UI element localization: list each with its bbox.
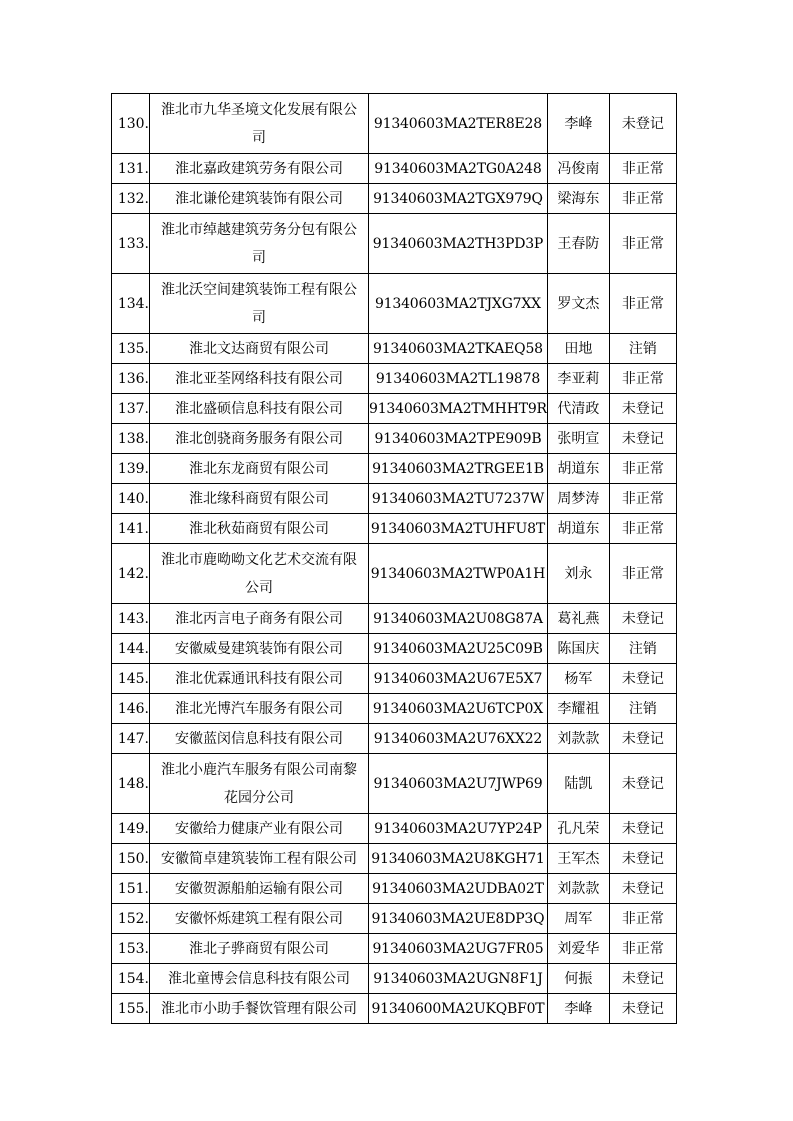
row-number: 145. [112,664,150,694]
table-row [112,964,677,994]
company-name [150,364,369,394]
registration-status: 注销 [609,634,676,664]
registration-status: 未登记 [609,724,676,754]
company-name-line: 安徽威曼建筑装饰有限公司 [175,640,343,657]
table-row [112,904,677,934]
company-name-line: 淮北亚荃网络科技有限公司 [175,370,343,387]
legal-representative: 李亚莉 [547,364,609,394]
company-name [150,274,369,334]
company-name-line: 淮北沃空间建筑装饰工程有限公 [161,281,357,298]
legal-representative: 张明宣 [547,424,609,454]
legal-representative: 胡道东 [547,514,609,544]
enterprise-table [111,93,677,1024]
legal-representative: 冯俊南 [547,154,609,184]
registration-status: 未登记 [609,754,676,814]
row-number: 151. [112,874,150,904]
registration-status: 未登记 [609,814,676,844]
legal-representative: 周梦涛 [547,484,609,514]
table-row [112,514,677,544]
enterprise-table-body [112,94,677,1024]
company-name-line: 淮北光博汽车服务有限公司 [175,700,343,717]
row-number: 139. [112,454,150,484]
company-name-line: 淮北盛硕信息科技有限公司 [175,400,343,417]
company-name-line: 淮北嘉政建筑劳务有限公司 [175,160,343,177]
table-row [112,814,677,844]
legal-representative: 刘永 [547,544,609,604]
row-number: 155. [112,994,150,1024]
table-row [112,274,677,334]
table-row [112,484,677,514]
legal-representative: 刘款款 [547,724,609,754]
registration-status: 非正常 [609,544,676,604]
credit-code: 91340603MA2U7YP24P [369,814,548,844]
company-name-line: 公司 [245,579,273,596]
credit-code: 91340603MA2TPE909B [369,424,548,454]
company-name [150,664,369,694]
legal-representative: 王军杰 [547,844,609,874]
row-number: 138. [112,424,150,454]
row-number: 152. [112,904,150,934]
company-name-line: 司 [252,129,266,146]
company-name-line: 淮北市小助手餐饮管理有限公司 [161,1000,357,1017]
company-name-line: 淮北子骅商贸有限公司 [189,940,329,957]
credit-code: 91340603MA2TUHFU8T [369,514,548,544]
legal-representative: 葛礼燕 [547,604,609,634]
company-name-line: 淮北谦伦建筑装饰有限公司 [175,190,343,207]
company-name-line: 淮北丙言电子商务有限公司 [175,610,343,627]
credit-code: 91340603MA2U25C09B [369,634,548,664]
credit-code: 91340603MA2TKAEQ58 [369,334,548,364]
legal-representative: 李耀祖 [547,694,609,724]
company-name [150,214,369,274]
company-name-line: 安徽贺源船舶运输有限公司 [175,880,343,897]
legal-representative: 刘爱华 [547,934,609,964]
table-row [112,934,677,964]
registration-status: 非正常 [609,934,676,964]
company-name-line: 花园分公司 [224,789,294,806]
company-name [150,424,369,454]
legal-representative: 罗文杰 [547,274,609,334]
table-row [112,664,677,694]
registration-status: 未登记 [609,664,676,694]
credit-code: 91340603MA2UGN8F1J [369,964,548,994]
registration-status: 非正常 [609,154,676,184]
company-name-line: 安徽简卓建筑装饰工程有限公司 [161,850,357,867]
table-row [112,694,677,724]
row-number: 149. [112,814,150,844]
credit-code: 91340603MA2UG7FR05 [369,934,548,964]
row-number: 153. [112,934,150,964]
legal-representative: 胡道东 [547,454,609,484]
company-name [150,184,369,214]
row-number: 135. [112,334,150,364]
registration-status: 非正常 [609,274,676,334]
company-name [150,484,369,514]
credit-code: 91340603MA2TMHHT9R [369,394,548,424]
row-number: 134. [112,274,150,334]
company-name [150,694,369,724]
company-name [150,394,369,424]
company-name [150,514,369,544]
row-number: 142. [112,544,150,604]
company-name-line: 司 [252,249,266,266]
table-row [112,454,677,484]
legal-representative: 代清政 [547,394,609,424]
registration-status: 未登记 [609,844,676,874]
row-number: 137. [112,394,150,424]
company-name [150,754,369,814]
company-name-line: 淮北小鹿汽车服务有限公司南黎 [161,761,357,778]
legal-representative: 孔凡荣 [547,814,609,844]
registration-status: 非正常 [609,514,676,544]
registration-status: 未登记 [609,874,676,904]
credit-code: 91340603MA2TRGEE1B [369,454,548,484]
registration-status: 非正常 [609,184,676,214]
legal-representative: 何振 [547,964,609,994]
legal-representative: 田地 [547,334,609,364]
table-row [112,754,677,814]
registration-status: 非正常 [609,904,676,934]
registration-status: 未登记 [609,604,676,634]
table-row [112,604,677,634]
legal-representative: 周军 [547,904,609,934]
table-row [112,334,677,364]
credit-code: 91340603MA2UDBA02T [369,874,548,904]
table-row [112,94,677,154]
company-name-line: 淮北市九华圣境文化发展有限公 [161,101,357,118]
credit-code: 91340603MA2UE8DP3Q [369,904,548,934]
registration-status: 未登记 [609,94,676,154]
company-name-line: 淮北文达商贸有限公司 [189,340,329,357]
legal-representative: 陈国庆 [547,634,609,664]
company-name [150,454,369,484]
company-name [150,934,369,964]
row-number: 140. [112,484,150,514]
credit-code: 91340603MA2TU7237W [369,484,548,514]
company-name [150,904,369,934]
legal-representative: 梁海东 [547,184,609,214]
row-number: 143. [112,604,150,634]
row-number: 132. [112,184,150,214]
credit-code: 91340603MA2U08G87A [369,604,548,634]
company-name-line: 淮北东龙商贸有限公司 [189,460,329,477]
table-row [112,544,677,604]
row-number: 130. [112,94,150,154]
row-number: 131. [112,154,150,184]
company-name [150,604,369,634]
registration-status: 未登记 [609,394,676,424]
table-row [112,844,677,874]
credit-code: 91340603MA2U8KGH71 [369,844,548,874]
legal-representative: 杨军 [547,664,609,694]
company-name [150,334,369,364]
row-number: 146. [112,694,150,724]
row-number: 144. [112,634,150,664]
row-number: 150. [112,844,150,874]
registration-status: 非正常 [609,484,676,514]
table-row [112,724,677,754]
company-name-line: 淮北创骁商务服务有限公司 [175,430,343,447]
registration-status: 注销 [609,694,676,724]
legal-representative: 陆凯 [547,754,609,814]
registration-status: 未登记 [609,424,676,454]
credit-code: 91340603MA2U7JWP69 [369,754,548,814]
credit-code: 91340603MA2U67E5X7 [369,664,548,694]
company-name-line: 淮北缘科商贸有限公司 [189,490,329,507]
table-row [112,394,677,424]
registration-status: 非正常 [609,214,676,274]
company-name-line: 淮北市绰越建筑劳务分包有限公 [161,221,357,238]
company-name [150,814,369,844]
row-number: 141. [112,514,150,544]
company-name [150,874,369,904]
legal-representative: 李峰 [547,994,609,1024]
row-number: 133. [112,214,150,274]
credit-code: 91340603MA2U6TCP0X [369,694,548,724]
company-name [150,544,369,604]
credit-code: 91340603MA2TL19878 [369,364,548,394]
registration-status: 非正常 [609,454,676,484]
row-number: 154. [112,964,150,994]
credit-code: 91340603MA2TWP0A1H [369,544,548,604]
legal-representative: 刘款款 [547,874,609,904]
table-row [112,874,677,904]
table-row [112,424,677,454]
company-name-line: 司 [252,309,266,326]
company-name [150,964,369,994]
company-name-line: 淮北优霖通讯科技有限公司 [175,670,343,687]
table-row [112,214,677,274]
table-row [112,154,677,184]
company-name-line: 安徽给力健康产业有限公司 [175,820,343,837]
company-name-line: 安徽怀烁建筑工程有限公司 [175,910,343,927]
table-row [112,994,677,1024]
registration-status: 未登记 [609,994,676,1024]
row-number: 147. [112,724,150,754]
credit-code: 91340603MA2TH3PD3P [369,214,548,274]
credit-code: 91340603MA2TJXG7XX [369,274,548,334]
registration-status: 非正常 [609,364,676,394]
row-number: 136. [112,364,150,394]
table-row [112,184,677,214]
company-name-line: 安徽蓝闵信息科技有限公司 [175,730,343,747]
credit-code: 91340603MA2TER8E28 [369,94,548,154]
company-name-line: 淮北童博会信息科技有限公司 [168,970,350,987]
table-row [112,364,677,394]
credit-code: 91340600MA2UKQBF0T [369,994,548,1024]
registration-status: 注销 [609,334,676,364]
legal-representative: 王春防 [547,214,609,274]
company-name [150,154,369,184]
credit-code: 91340603MA2U76XX22 [369,724,548,754]
table-row [112,634,677,664]
credit-code: 91340603MA2TGX979Q [369,184,548,214]
row-number: 148. [112,754,150,814]
company-name [150,844,369,874]
company-name [150,994,369,1024]
company-name [150,724,369,754]
company-name-line: 淮北市鹿呦呦文化艺术交流有限 [161,551,357,568]
registration-status: 未登记 [609,964,676,994]
company-name [150,634,369,664]
legal-representative: 李峰 [547,94,609,154]
company-name [150,94,369,154]
company-name-line: 淮北秋茹商贸有限公司 [189,520,329,537]
credit-code: 91340603MA2TG0A248 [369,154,548,184]
